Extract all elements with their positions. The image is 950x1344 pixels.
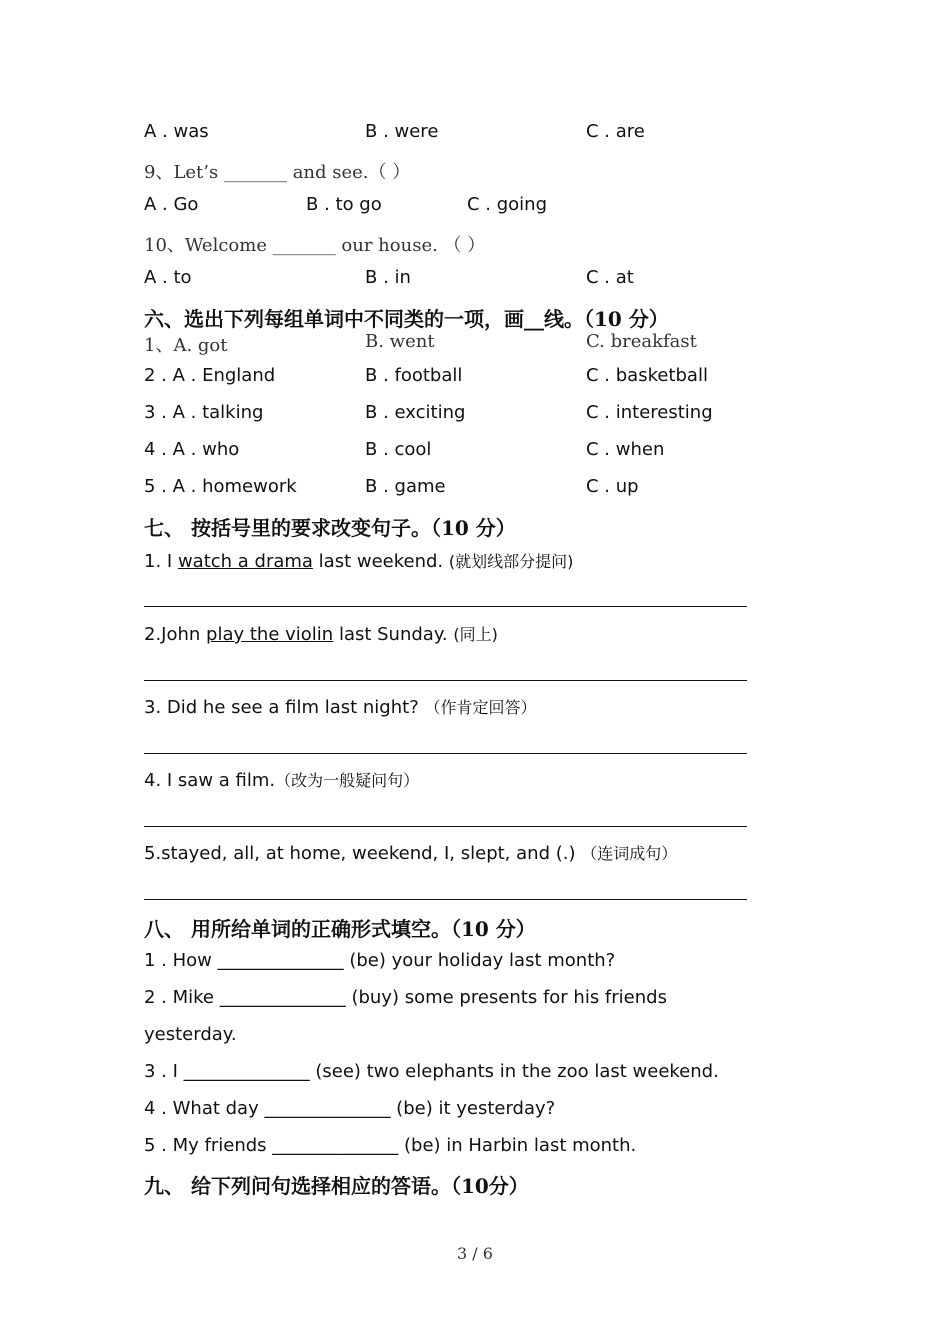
s7-q5-note: （连词成句） — [581, 844, 678, 863]
answer-line[interactable] — [144, 753, 747, 754]
s7-q5-text: 5.stayed, all, at home, weekend, I, slept, and (.) — [144, 843, 582, 864]
s7-q4-text: 4. I saw a film. — [144, 770, 276, 791]
s6-r2-b: B . football — [365, 365, 463, 386]
s6-r5-a: 5 . A . homework — [144, 476, 297, 497]
s6-r5-c: C . up — [586, 476, 639, 497]
s7-q3-note: （作肯定回答） — [424, 698, 537, 717]
q9-option-b: B . to go — [306, 194, 382, 215]
s6-r1-b: B. went — [365, 331, 435, 352]
answer-line[interactable] — [144, 606, 747, 607]
section7-title: 七、 按括号里的要求改变句子。（10 分） — [144, 516, 516, 540]
s6-r1-a: 1、A. got — [144, 335, 228, 356]
q8-option-a: A . was — [144, 121, 209, 142]
s6-r3-b: B . exciting — [365, 402, 466, 423]
s7-q2-pre: 2.John — [144, 624, 207, 645]
section9-title: 九、 给下列问句选择相应的答语。（10分） — [144, 1174, 529, 1198]
q10-stem: 10、Welcome _______ our house. （ ） — [144, 235, 486, 256]
s6-r3-c: C . interesting — [586, 402, 713, 423]
s7-q4-note: （改为一般疑问句） — [275, 771, 420, 790]
s8-item-3: 3 . I ______________ (see) two elephants in the zoo last weekend. — [144, 1061, 719, 1082]
s7-question-4 — [144, 768, 419, 791]
s6-r2-c: C . basketball — [586, 365, 708, 386]
s7-question-5 — [144, 841, 677, 864]
q9-stem: 9、Let’s _______ and see.（ ） — [144, 162, 411, 183]
q10-option-a: A . to — [144, 267, 192, 288]
s7-q1-pre: 1. I — [144, 551, 178, 572]
q9-option-a: A . Go — [144, 194, 199, 215]
answer-line[interactable] — [144, 826, 747, 827]
s8-item-1: 1 . How ______________ (be) your holiday last month? — [144, 950, 616, 971]
s7-q2-post: last Sunday. — [333, 624, 454, 645]
section6-title: 六、选出下列每组单词中不同类的一项，画__线。（10 分） — [144, 307, 669, 331]
answer-line[interactable] — [144, 899, 747, 900]
q9-option-c: C . going — [467, 194, 548, 215]
s8-item-5: 5 . My friends ______________ (be) in Harbin last month. — [144, 1135, 637, 1156]
s7-question-2 — [144, 622, 498, 645]
s6-r2-a: 2 . A . England — [144, 365, 276, 386]
q8-option-c: C . are — [586, 121, 645, 142]
s7-q1-post: last weekend. — [312, 551, 449, 572]
s6-r4-c: C . when — [586, 439, 665, 460]
q10-option-c: C . at — [586, 267, 634, 288]
s7-question-1 — [144, 549, 573, 572]
s8-item-2-cont: yesterday. — [144, 1024, 237, 1045]
s6-r4-a: 4 . A . who — [144, 439, 240, 460]
s6-r5-b: B . game — [365, 476, 446, 497]
s7-q3-text: 3. Did he see a film last night? — [144, 697, 425, 718]
s7-question-3 — [144, 695, 536, 718]
s7-q2-note: (同上) — [453, 625, 498, 644]
page-number: 3 / 6 — [457, 1244, 493, 1263]
q8-option-b: B . were — [365, 121, 439, 142]
s7-q2-underlined: play the violin — [206, 624, 334, 645]
s6-r3-a: 3 . A . talking — [144, 402, 264, 423]
s7-q1-note: (就划线部分提问) — [448, 552, 574, 571]
q10-option-b: B . in — [365, 267, 411, 288]
s7-q1-underlined: watch a drama — [177, 551, 313, 572]
s6-r4-b: B . cool — [365, 439, 432, 460]
section8-title: 八、 用所给单词的正确形式填空。（10 分） — [144, 917, 536, 941]
s8-item-2: 2 . Mike ______________ (buy) some presents for his friends — [144, 987, 667, 1008]
s6-r1-c: C. breakfast — [586, 331, 697, 352]
answer-line[interactable] — [144, 680, 747, 681]
s8-item-4: 4 . What day ______________ (be) it yesterday? — [144, 1098, 556, 1119]
